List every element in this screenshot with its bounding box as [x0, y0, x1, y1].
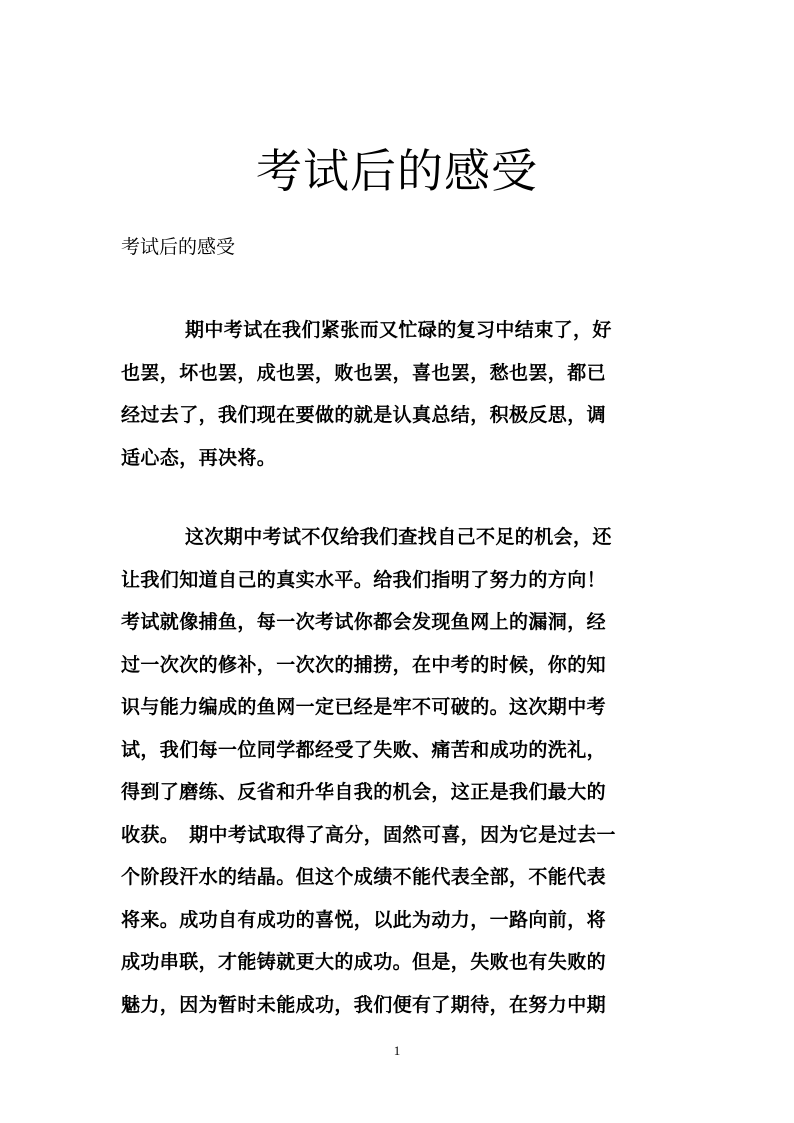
- paragraph-line: 识与能力编成的鱼网一定已经是牢不可破的。这次期中考: [121, 696, 607, 718]
- paragraph-line: 将来。成功自有成功的喜悦，以此为动力，一路向前，将: [121, 908, 607, 931]
- paragraph-line: 考试就像捕鱼，每一次考试你都会发现鱼网上的漏洞，经: [121, 611, 607, 633]
- paragraph-line: 试，我们每一位同学都经受了失败、痛苦和成功的洗礼，: [121, 738, 607, 761]
- paragraph-line: 得到了磨练、反省和升华自我的机会，这正是我们最大的: [121, 781, 607, 803]
- page-number: 1: [393, 1043, 401, 1058]
- paragraph-line: 适心态，再决将。: [121, 446, 277, 469]
- paragraph-line: 魅力，因为暂时未能成功，我们便有了期待，在努力中期: [121, 993, 607, 1016]
- paragraph-line: 收获。 期中考试取得了高分，固然可喜，因为它是过去一: [121, 823, 616, 846]
- paragraph-line: 过一次次的修补，一次次的捕捞，在中考的时候，你的知: [121, 653, 607, 676]
- document-subtitle: 考试后的感受: [121, 236, 236, 258]
- paragraph-2: [121, 516, 681, 1026]
- paragraph-line: 个阶段汗水的结晶。但这个成绩不能代表全部，不能代表: [121, 866, 607, 888]
- document-title: 考试后的感受: [256, 144, 538, 198]
- paragraph-1: [121, 309, 681, 479]
- paragraph-line: 期中考试在我们紧张而又忙碌的复习中结束了，好: [185, 319, 612, 341]
- paragraph-line: 让我们知道自己的真实水平。给我们指明了努力的方向！: [121, 568, 607, 591]
- paragraph-line: 也罢，坏也罢，成也罢，败也罢，喜也罢，愁也罢，都已: [121, 361, 607, 384]
- paragraph-line: 成功串联，才能铸就更大的成功。但是，失败也有失败的: [121, 951, 607, 973]
- paragraph-line: 这次期中考试不仅给我们查找自己不足的机会，还: [185, 526, 612, 548]
- paragraph-line: 经过去了，我们现在要做的就是认真总结，积极反思，调: [121, 404, 607, 426]
